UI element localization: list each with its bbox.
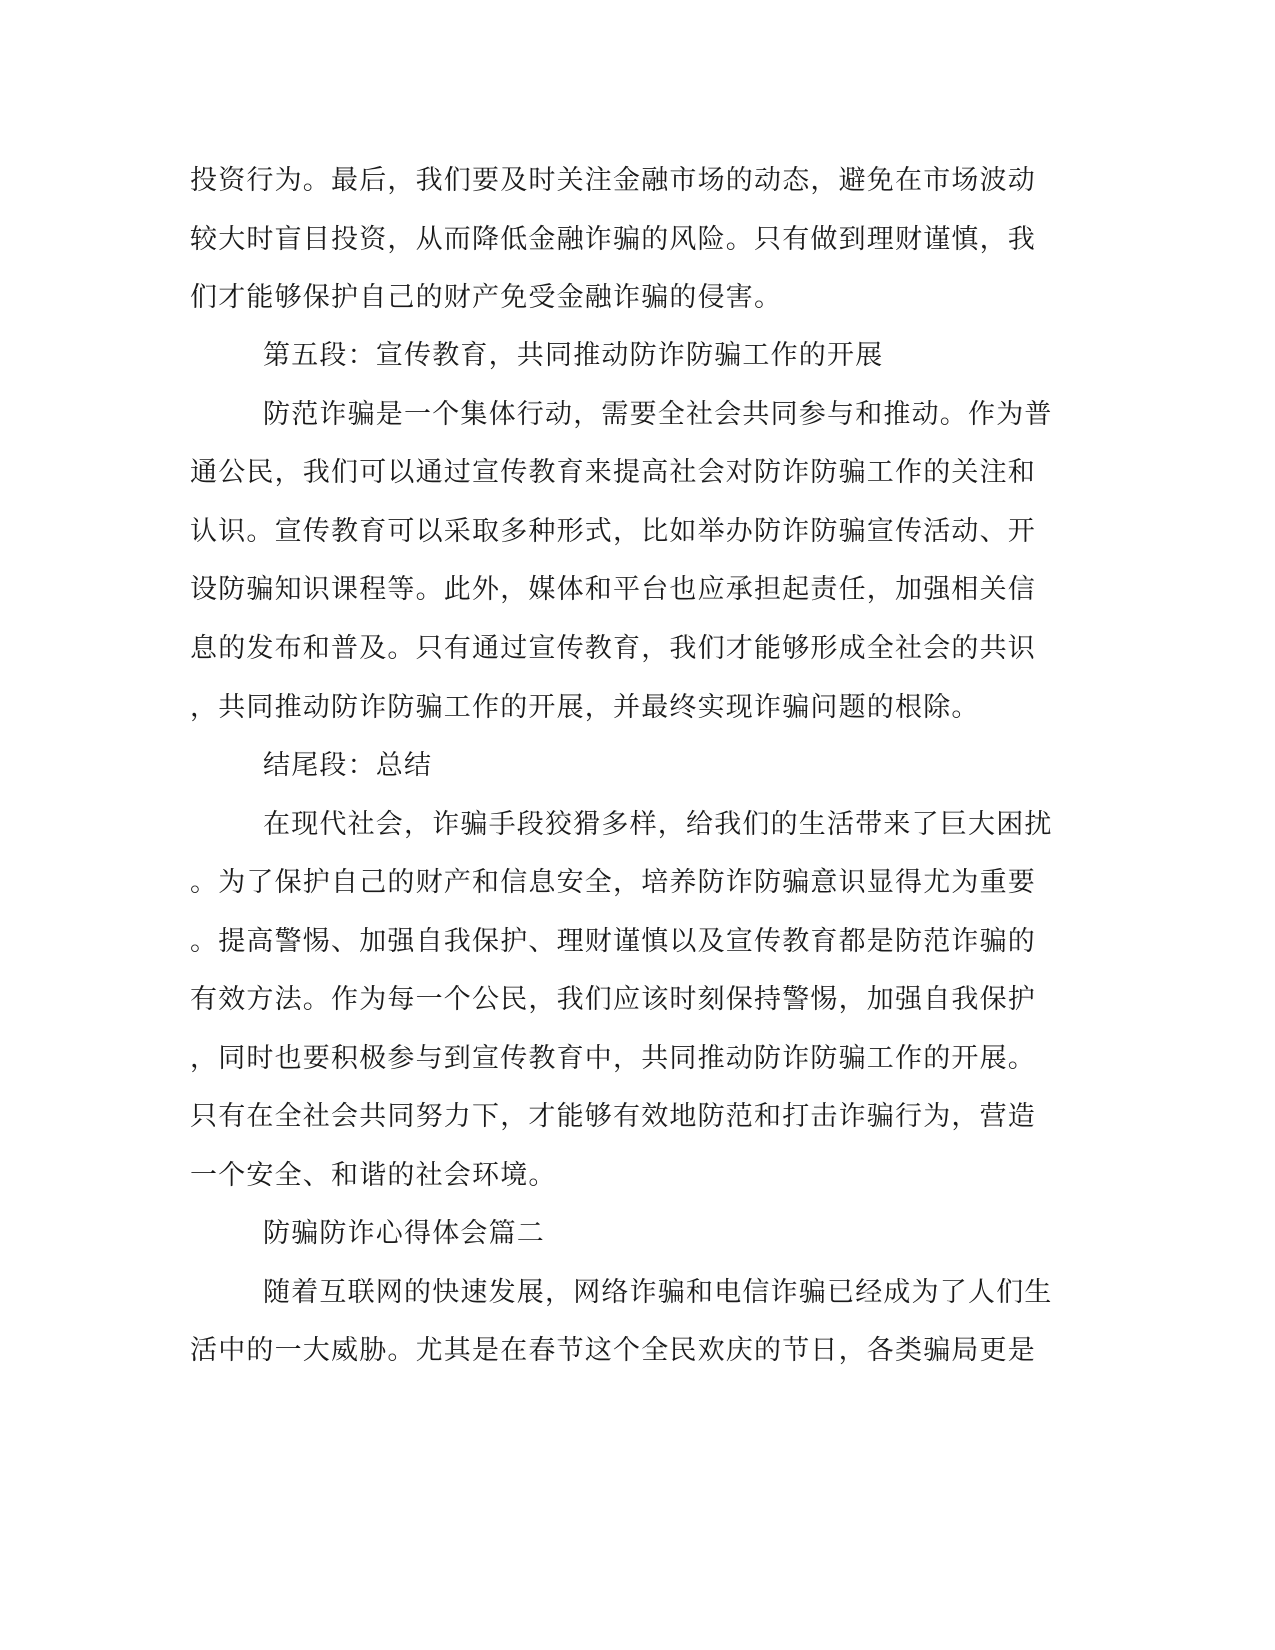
text-line: 有效方法。作为每一个公民，我们应该时刻保持警惕，加强自我保护: [190, 984, 1036, 1015]
text-line: 息的发布和普及。只有通过宣传教育，我们才能够形成全社会的共识: [190, 633, 1036, 664]
text-line: 们才能够保护自己的财产免受金融诈骗的侵害。: [190, 282, 783, 313]
text-line: 在现代社会，诈骗手段狡猾多样，给我们的生活带来了巨大困扰: [263, 809, 1053, 840]
text-line: 设防骗知识课程等。此外，媒体和平台也应承担起责任，加强相关信: [190, 574, 1036, 605]
text-line: 。为了保护自己的财产和信息安全，培养防诈防骗意识显得尤为重要: [190, 867, 1036, 898]
text-line: 投资行为。最后，我们要及时关注金融市场的动态，避免在市场波动: [190, 165, 1036, 196]
text-line: 认识。宣传教育可以采取多种形式，比如举办防诈防骗宣传活动、开: [190, 516, 1036, 547]
section-heading: 第五段：宣传教育，共同推动防诈防骗工作的开展: [263, 340, 884, 371]
text-line: 防范诈骗是一个集体行动，需要全社会共同参与和推动。作为普: [263, 399, 1053, 430]
section-heading: 防骗防诈心得体会篇二: [263, 1218, 545, 1249]
text-line: 。提高警惕、加强自我保护、理财谨慎以及宣传教育都是防范诈骗的: [190, 926, 1036, 957]
text-line: 一个安全、和谐的社会环境。: [190, 1160, 557, 1191]
text-line: 通公民，我们可以通过宣传教育来提高社会对防诈防骗工作的关注和: [190, 457, 1036, 488]
text-line: ，同时也要积极参与到宣传教育中，共同推动防诈防骗工作的开展。: [190, 1043, 1036, 1074]
text-line: 较大时盲目投资，从而降低金融诈骗的风险。只有做到理财谨慎，我: [190, 224, 1036, 255]
text-line: 随着互联网的快速发展，网络诈骗和电信诈骗已经成为了人们生: [263, 1277, 1053, 1308]
text-line: 活中的一大威胁。尤其是在春节这个全民欢庆的节日，各类骗局更是: [190, 1335, 1036, 1366]
text-line: 只有在全社会共同努力下，才能够有效地防范和打击诈骗行为，营造: [190, 1101, 1036, 1132]
text-line: ，共同推动防诈防骗工作的开展，并最终实现诈骗问题的根除。: [190, 692, 980, 723]
section-heading: 结尾段：总结: [263, 750, 433, 781]
